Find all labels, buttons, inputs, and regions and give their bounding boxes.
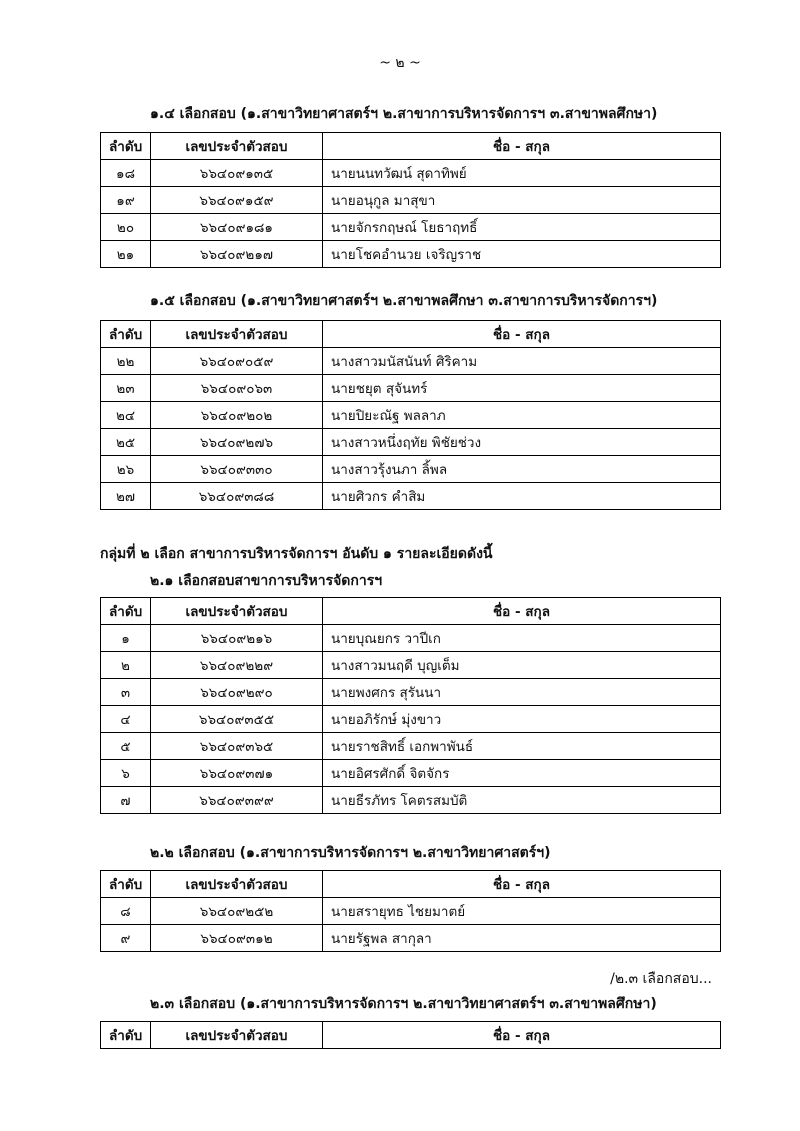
cell-exam-id: ๖๖๔๐๙๓๖๕ [151,733,323,760]
cell-exam-id: ๖๖๔๐๙๓๕๕ [151,706,323,733]
cell-name: นางสาวรุ้งนภา ลิ้พล [323,456,721,483]
table-row [101,625,721,652]
table-header-row [101,133,721,160]
cell-exam-id: ๖๖๔๐๙๒๗๖ [151,429,323,456]
cell-order: ๕ [101,733,151,760]
header-name: ชื่อ - สกุล [323,1022,721,1049]
cell-exam-id: ๖๖๔๐๙๒๑๖ [151,625,323,652]
header-name: ชื่อ - สกุล [323,598,721,625]
cell-order: ๔ [101,706,151,733]
cell-name: นายราชสิทธิ์ เอกพาพันธ์ [323,733,721,760]
table-row [101,456,721,483]
cell-name: นางสาวมนฤดี บุญเต็ม [323,652,721,679]
table-row [101,160,721,187]
table-row [101,429,721,456]
cell-name: นายธีรภัทร โคตรสมบัติ [323,787,721,814]
cell-order: ๑๘ [101,160,151,187]
section-title-2-1: ๒.๑ เลือกสอบสาขาการบริหารจัดการฯ [150,573,383,589]
header-order: ลำดับ [101,321,151,348]
cell-exam-id: ๖๖๔๐๙๒๐๒ [151,402,323,429]
table-header-row [101,598,721,625]
cell-order: ๖ [101,760,151,787]
header-exam-id: เลขประจำตัวสอบ [151,133,323,160]
cell-exam-id: ๖๖๔๐๙๓๗๑ [151,760,323,787]
cell-name: นายสรายุทธ ไชยมาตย์ [323,898,721,925]
table-row [101,348,721,375]
cell-name: นายพงศกร สุรันนา [323,679,721,706]
table-header-row [101,321,721,348]
table-row [101,483,721,510]
cell-name: นายนนทวัฒน์ สุดาทิพย์ [323,160,721,187]
cell-name: นายรัฐพล สากุลา [323,925,721,952]
cell-name: นายชยุต สุจันทร์ [323,375,721,402]
table-row [101,214,721,241]
table-section-1-4 [100,132,721,268]
table-row [101,375,721,402]
cell-order: ๒๖ [101,456,151,483]
header-name: ชื่อ - สกุล [323,871,721,898]
section-title-2-2: ๒.๒ เลือกสอบ (๑.สาขาการบริหารจัดการฯ ๒.สาขาวิทยาศาสตร์ฯ) [150,845,551,861]
cell-exam-id: ๖๖๔๐๙๑๓๕ [151,160,323,187]
table-row [101,760,721,787]
header-order: ลำดับ [101,1022,151,1049]
cell-exam-id: ๖๖๔๐๙๓๙๙ [151,787,323,814]
section-title-2-3: ๒.๓ เลือกสอบ (๑.สาขาการบริหารจัดการฯ ๒.สาขาวิทยาศาสตร์ฯ ๓.สาขาพลศึกษา) [150,996,657,1012]
table-row [101,706,721,733]
table-row [101,787,721,814]
cell-name: นายอนุกูล มาสุขา [323,187,721,214]
cell-exam-id: ๖๖๔๐๙๒๒๙ [151,652,323,679]
table-row [101,187,721,214]
cell-order: ๓ [101,679,151,706]
header-order: ลำดับ [101,133,151,160]
cell-exam-id: ๖๖๔๐๙๓๘๘ [151,483,323,510]
header-order: ลำดับ [101,598,151,625]
table-row [101,733,721,760]
section-title-1-4: ๑.๔ เลือกสอบ (๑.สาขาวิทยาศาสตร์ฯ ๒.สาขาการบริหารจัดการฯ ๓.สาขาพลศึกษา) [150,106,658,122]
cell-exam-id: ๖๖๔๐๙๓๓๐ [151,456,323,483]
cell-order: ๒๕ [101,429,151,456]
cell-name: นางสาวมนัสนันท์ ศิริคาม [323,348,721,375]
cell-exam-id: ๖๖๔๐๙๐๕๙ [151,348,323,375]
cell-order: ๒๐ [101,214,151,241]
cell-name: นายอภิรักษ์ มุ่งขาว [323,706,721,733]
cell-order: ๒๗ [101,483,151,510]
cell-name: นายปิยะณัฐ พลลาภ [323,402,721,429]
cell-name: นายอิศรศักดิ์ จิตจักร [323,760,721,787]
page-number: ~ ๒ ~ [379,55,421,71]
cell-exam-id: ๖๖๔๐๙๒๕๒ [151,898,323,925]
cell-name: นายจักรกฤษณ์ โยธาฤทธิ์ [323,214,721,241]
table-row [101,925,721,952]
cell-exam-id: ๖๖๔๐๙๓๑๒ [151,925,323,952]
cell-name: นายโชคอำนวย เจริญราช [323,241,721,268]
header-exam-id: เลขประจำตัวสอบ [151,598,323,625]
table-row [101,652,721,679]
header-order: ลำดับ [101,871,151,898]
table-row [101,241,721,268]
cell-exam-id: ๖๖๔๐๙๑๘๑ [151,214,323,241]
cell-order: ๑๙ [101,187,151,214]
cell-order: ๑ [101,625,151,652]
header-exam-id: เลขประจำตัวสอบ [151,871,323,898]
cell-order: ๒๒ [101,348,151,375]
cell-order: ๒ [101,652,151,679]
table-section-1-5 [100,320,721,510]
cell-order: ๘ [101,898,151,925]
group-2-heading: กลุ่มที่ ๒ เลือก สาขาการบริหารจัดการฯ อันดับ ๑ รายละเอียดดังนี้ [100,546,493,562]
cell-name: นางสาวหนึ่งฤทัย พิชัยช่วง [323,429,721,456]
cell-order: ๒๓ [101,375,151,402]
cell-name: นายศิวกร คำสิม [323,483,721,510]
table-header-row [101,871,721,898]
cell-exam-id: ๖๖๔๐๙๑๕๙ [151,187,323,214]
header-exam-id: เลขประจำตัวสอบ [151,321,323,348]
cell-exam-id: ๖๖๔๐๙๐๖๓ [151,375,323,402]
header-name: ชื่อ - สกุล [323,133,721,160]
cell-exam-id: ๖๖๔๐๙๒๙๐ [151,679,323,706]
table-section-2-2 [100,870,721,952]
table-section-2-3 [100,1021,721,1049]
continuation-note: /๒.๓ เลือกสอบ... [610,971,712,987]
table-row [101,402,721,429]
table-row [101,898,721,925]
cell-order: ๗ [101,787,151,814]
cell-order: ๒๑ [101,241,151,268]
table-section-2-1 [100,597,721,814]
cell-exam-id: ๖๖๔๐๙๒๑๗ [151,241,323,268]
cell-order: ๒๔ [101,402,151,429]
cell-name: นายบุณยกร วาปีเก [323,625,721,652]
section-title-1-5: ๑.๕ เลือกสอบ (๑.สาขาวิทยาศาสตร์ฯ ๒.สาขาพลศึกษา ๓.สาขาการบริหารจัดการฯ) [150,293,658,309]
table-row [101,679,721,706]
cell-order: ๙ [101,925,151,952]
header-exam-id: เลขประจำตัวสอบ [151,1022,323,1049]
header-name: ชื่อ - สกุล [323,321,721,348]
table-header-row [101,1022,721,1049]
